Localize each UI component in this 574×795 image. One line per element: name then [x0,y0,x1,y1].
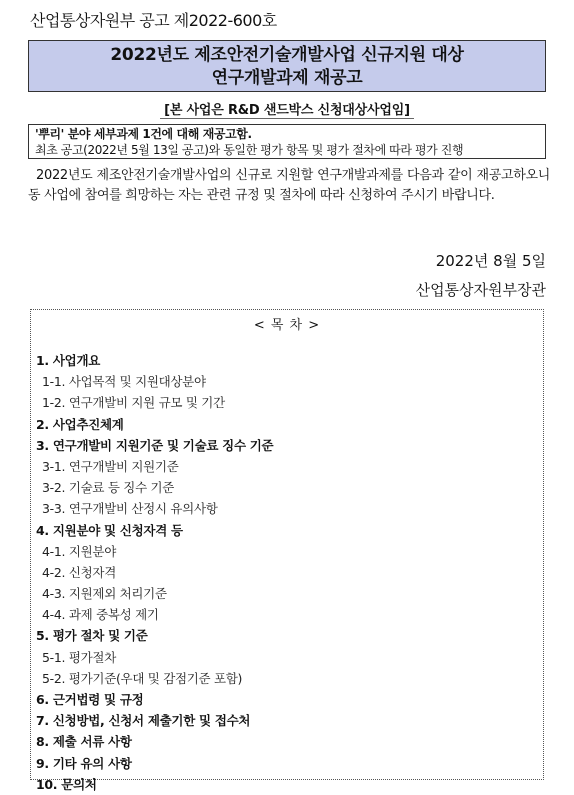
toc-item: 7. 신청방법, 신청서 제출기한 및 접수처 [36,713,251,729]
toc-item: 4-4. 과제 중복성 제기 [42,607,159,623]
toc-item: 1-2. 연구개발비 지원 규모 및 기간 [42,395,225,411]
toc-item: 1. 사업개요 [36,353,100,368]
body-paragraph: 2022년도 제조안전기술개발사업의 신규로 지원할 연구개발과제를 다음과 같이 재공고하오니 동 사업에 참여를 희망하는 자는 관련 규정 및 절차에 따라 신청하여 주시기 바랍니다. [28,168,550,203]
toc-item: 5-1. 평가절차 [42,649,116,665]
toc-item: 8. 제출 서류 사항 [36,734,132,750]
toc-item: 4-3. 지원제외 처리기준 [42,586,167,602]
toc-item: 5. 평가 절차 및 기준 [36,628,148,644]
notice-box-line-2: 최초 공고(2022년 5월 13일 공고)와 동일한 평가 항목 및 평가 절차에 따라 평가 진행 [35,143,464,157]
toc-item: 3. 연구개발비 지원기준 및 기술료 징수 기준 [36,437,274,453]
toc-item: 4-1. 지원분야 [42,543,116,559]
notice-box [28,124,546,159]
toc-item: 2. 사업추진체계 [36,416,124,432]
title-line-2: 연구개발과제 재공고 [211,68,363,88]
toc-item: 4. 지원분야 및 신청자격 등 [36,522,183,538]
table-of-contents [30,309,544,792]
subtitle [0,99,574,118]
subtitle-text: [본 사업은 R&D 샌드박스 신청대상사업임] [160,103,414,119]
toc-item: 4-2. 신청자격 [42,564,116,580]
toc-item: 3-1. 연구개발비 지원기준 [42,458,179,474]
toc-item: 1-1. 사업목적 및 지원대상분야 [42,374,206,390]
notice-date: 2022년 8월 5일 [435,252,546,270]
title-line-1: 2022년도 제조안전기술개발사업 신규지원 대상 [110,45,464,65]
toc-heading: < 목 차 > [253,318,321,333]
toc-item: 5-2. 평가기준(우대 및 감점기준 포함) [42,670,243,686]
toc-item: 3-2. 기술료 등 징수 기준 [42,480,175,496]
notice-number: 산업통상자원부 공고 제2022-600호 [30,11,277,30]
issuer-name: 산업통상자원부장관 [415,281,546,299]
toc-item: 10. 문의처 [36,776,97,792]
notice-box-line-1: '뿌리' 분야 세부과제 1건에 대해 재공고함. [35,127,252,141]
toc-item: 6. 근거법령 및 규정 [36,692,144,707]
title-banner [28,40,546,92]
toc-item: 3-3. 연구개발비 산정시 유의사항 [42,501,218,517]
toc-item: 9. 기타 유의 사항 [36,755,132,771]
toc-list [36,350,538,795]
